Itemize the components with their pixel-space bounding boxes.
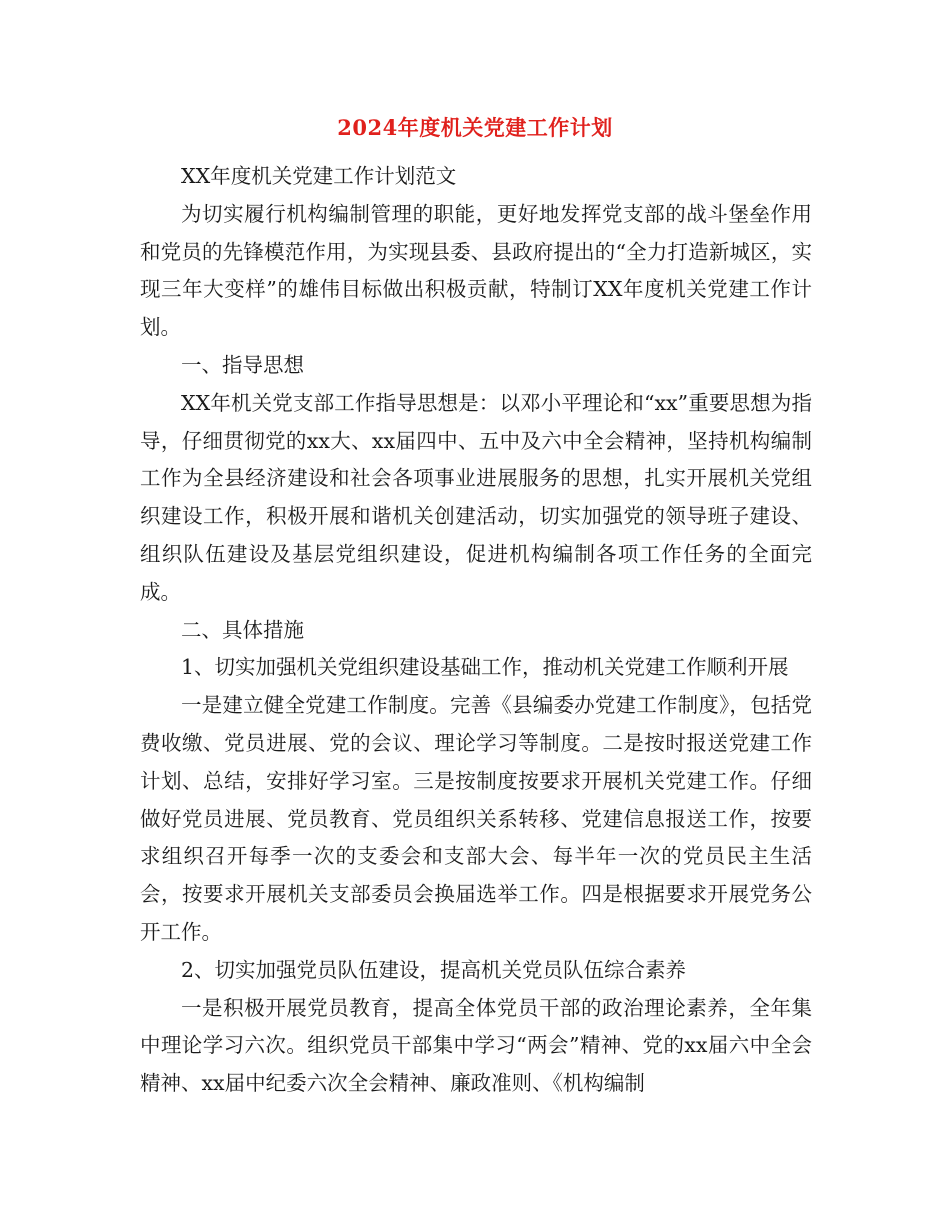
section-heading-measures: 二、具体措施	[181, 617, 304, 642]
subsection-heading-1: 1、切实加强机关党组织建设基础工作，推动机关党建工作顺利开展	[181, 655, 789, 680]
section-heading-guiding-thought: 一、指导思想	[181, 352, 304, 377]
paragraph-measure-2: 一是积极开展党员教育，提高全体党员干部的政治理论素养，全年集中理论学习六次。组织党员干部集中学习“两会”精神、党的xx届六中全会精神、xx届中纪委六次全会精神、廉政准则、《机构编制	[140, 995, 812, 1096]
paragraph-subtitle: XX年度机关党建工作计划范文	[181, 164, 457, 188]
paragraph-measure-1: 一是建立健全党建工作制度。完善《县编委办党建工作制度》，包括党费收缴、党员进展、党的会议、理论学习等制度。二是按时报送党建工作计划、总结，安排好学习室。三是按制度按要求开展机关党建工作。仔细做好党员进展、党员教育、党员组织关系转移、党建信息报送工作，按要求组织召开每季一次的支委会和支部大会、每半年一次的党员民主生活会，按要求开展机关支部委员会换届选举工作。四是根据要求开展党务公开工作。	[140, 693, 812, 944]
paragraph-guiding-thought: XX年机关党支部工作指导思想是：以邓小平理论和“xx”重要思想为指导，仔细贯彻党的xx大、xx届四中、五中及六中全会精神，坚持机构编制工作为全县经济建设和社会各项事业进展服务的思想，扎实开展机关党组织建设工作，积极开展和谐机关创建活动，切实加强党的领导班子建设、组织队伍建设及基层党组织建设，促进机构编制各项工作任务的全面完成。	[140, 390, 812, 604]
subsection-heading-2: 2、切实加强党员队伍建设，提高机关党员队伍综合素养	[181, 957, 687, 982]
document-body	[140, 158, 812, 1103]
paragraph-intro: 为切实履行机构编制管理的职能，更好地发挥党支部的战斗堡垒作用和党员的先锋模范作用，为实现县委、县政府提出的“全力打造新城区，实现三年大变样”的雄伟目标做出积极贡献，特制订XX年度机关党建工作计划。	[140, 201, 812, 340]
document-title: 2024年度机关党建工作计划	[337, 115, 613, 140]
